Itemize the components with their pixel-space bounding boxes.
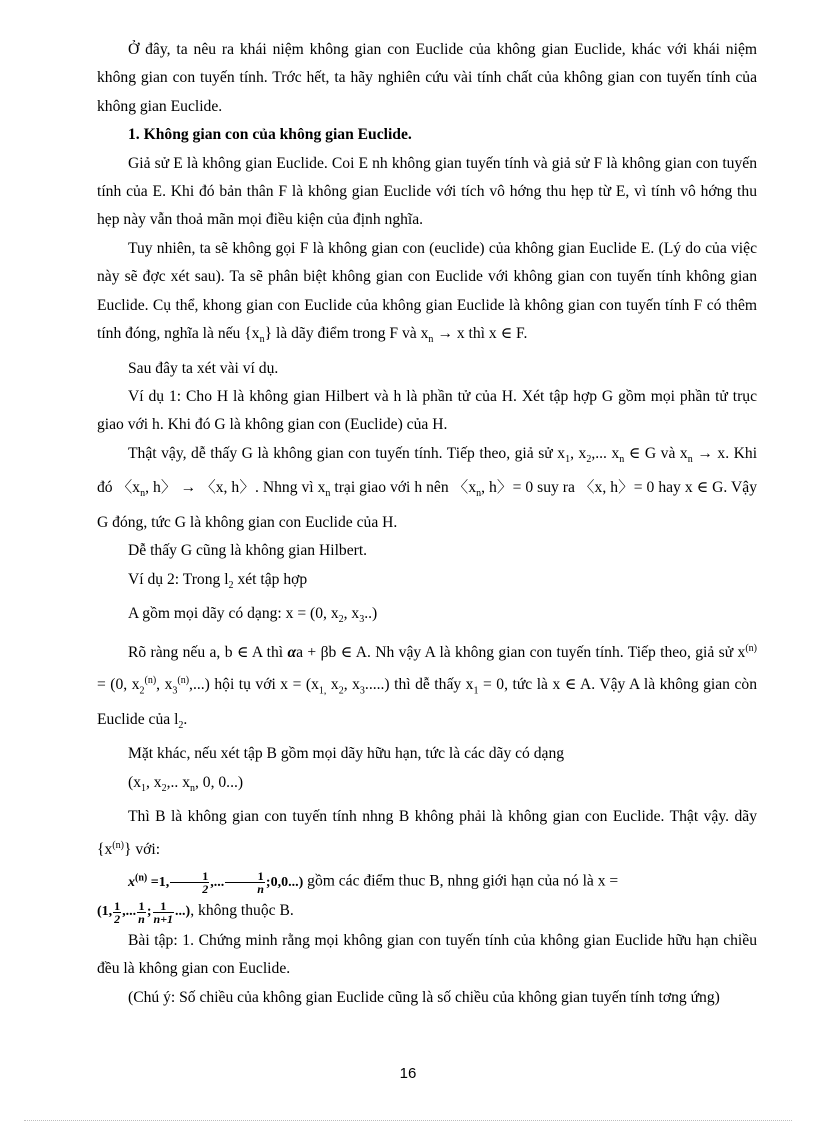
alpha-symbol: α <box>287 643 297 661</box>
intro-paragraph: Ở đây, ta nêu ra khái niệm không gian con Euclide của không gian Euclide, khác với khái niệm không gian con tuyến tính. Trớc hết, ta hãy nghiên cứu vài tính chất của không gian con tuyến tính của không gian Euclide. <box>97 41 757 115</box>
paragraph-example-1: Ví dụ 1: Cho H là không gian Hilbert và h là phần tử của H. Xét tập hợp G gồm mọi phần tử trục giao với h. Khi đó G là không gian con (Euclide) của H. <box>97 387 757 434</box>
paragraph-hilbert: Dễ thấy G cũng là không gian Hilbert. <box>128 542 368 560</box>
arrow-icon: → <box>697 444 713 462</box>
sequence-set: $\{x_n\}$ <box>244 325 273 346</box>
paragraph-examples-intro: Sau đây ta xét vài ví dụ. <box>128 359 279 377</box>
paragraph-set-a-proof: Rõ ràng nếu a, b ∈ A thì αa + βb ∈ A. Nh vậy A là không gian con tuyến tính. Tiếp theo, giả sử $x^{(n)} = (0$, $x_2^{(n)}$, $x_3^{(n)}$,...) hội tụ với $x = (x_{1,}$ $x_2$, $x_3$.....) thì dễ thấy $x_1 = 0$, tức là x ∈ A. Vậy A là không gian còn Euclide của $l_2$. <box>97 642 757 732</box>
paragraph-sequence-formula: $x^{(n)} =1$, $\frac{1}{2}$ ,... $\frac{1}{n}$ ;0,0...) gồm các điểm thuc B, nhng giới hạn của nó là x = <box>128 869 619 897</box>
limit-formula: (1, $\frac{1}{2}$ ,... $\frac{1}{n}$ ; $\frac{1}{n+1}$ ...) <box>97 898 191 926</box>
arrow-icon: → <box>437 325 453 343</box>
paragraph-set-b-proof: Thì B là không gian con tuyến tính nhng B không phải là không gian con Euclide. Thật vậy. dãy $\{x^{(n)}\}$ với: <box>97 808 757 858</box>
paragraph-set-b-form: ($x_1$, $x_2$,.. $x_n$, 0, 0...) <box>128 773 244 794</box>
paragraph-example-1-proof: Thật vậy, dễ thấy G là không gian con tuyến tính. Tiếp theo, giả sử $x_1$, $x_2$,... $x_n$ ∈ G và $x_n \to x$. Khi đó 〈$x_n$, h〉 → 〈x, h〉. Nhng vì $x_n$ trại giao với h nên 〈$x_n$, h〉= 0 suy ra 〈x, h〉= 0 hay x ∈ G. Vậy G đóng, tức G là không gian con Euclide của H. <box>97 444 758 531</box>
paragraph-example-2: Ví dụ 2: Trong $l_2$ xét tập hợp <box>128 570 308 591</box>
paragraph-limit-formula: (1, $\frac{1}{2}$ ,... $\frac{1}{n}$ ; $\frac{1}{n+1}$ ...), không thuộc B. <box>97 898 294 926</box>
paragraph-definition: Giả sử E là không gian Euclide. Coi E nh không gian tuyến tính và giả sử F là không gian con tuyến tính của E. Khi đó bản thân F là không gian Euclide với tích vô hớng thu hẹp từ E, vì tính vô hớng thu hẹp này vẫn thoả mãn mọi điều kiện của định nghĩa. <box>97 154 757 229</box>
paragraph-set-a: A gồm mọi dãy có dạng: x = (0, $x_2$, $x_3$..) <box>128 605 378 626</box>
paragraph-exercise: Bài tập: 1. Chứng minh rằng mọi không gian con tuyến tính của không gian Euclide hữu hạn chiều đều là không gian con Euclide. <box>97 931 757 978</box>
arrow-icon: → <box>180 479 197 497</box>
sequence-set: $\{x^{(n)}\}$ <box>97 839 132 858</box>
paragraph-note: (Chú ý: Số chiều của không gian Euclide cũng là số chiều của không gian tuyến tính tơng ứng) <box>128 988 720 1006</box>
sequence-formula: $x^{(n)} =1$, $\frac{1}{2}$ ,... $\frac{1}{n}$ ;0,0...) <box>128 869 304 897</box>
page-content <box>97 36 757 1012</box>
section-heading: 1. Không gian con của không gian Euclide. <box>128 126 412 144</box>
paragraph-closedness: Tuy nhiên, ta sẽ không gọi F là không gian con (euclide) của không gian Euclide E. (Lý do của việc này sẽ đợc xét sau). Ta sẽ phân biệt không gian con Euclide với không gian con tuyến tính không gian Euclide. Cụ thể, khong gian con Euclide của không gian Euclide là không gian con tuyến tính F có thêm tính đóng, nghĩa là nếu $\{x_n\}$ là dãy điểm trong F và $x_n \to x$ thì x ∈ F. <box>97 239 757 346</box>
page-divider <box>24 1120 792 1121</box>
page-number: 16 <box>399 1065 417 1082</box>
paragraph-set-b: Mặt khác, nếu xét tập B gồm mọi dãy hữu hạn, tức là các dãy có dạng <box>128 745 565 763</box>
